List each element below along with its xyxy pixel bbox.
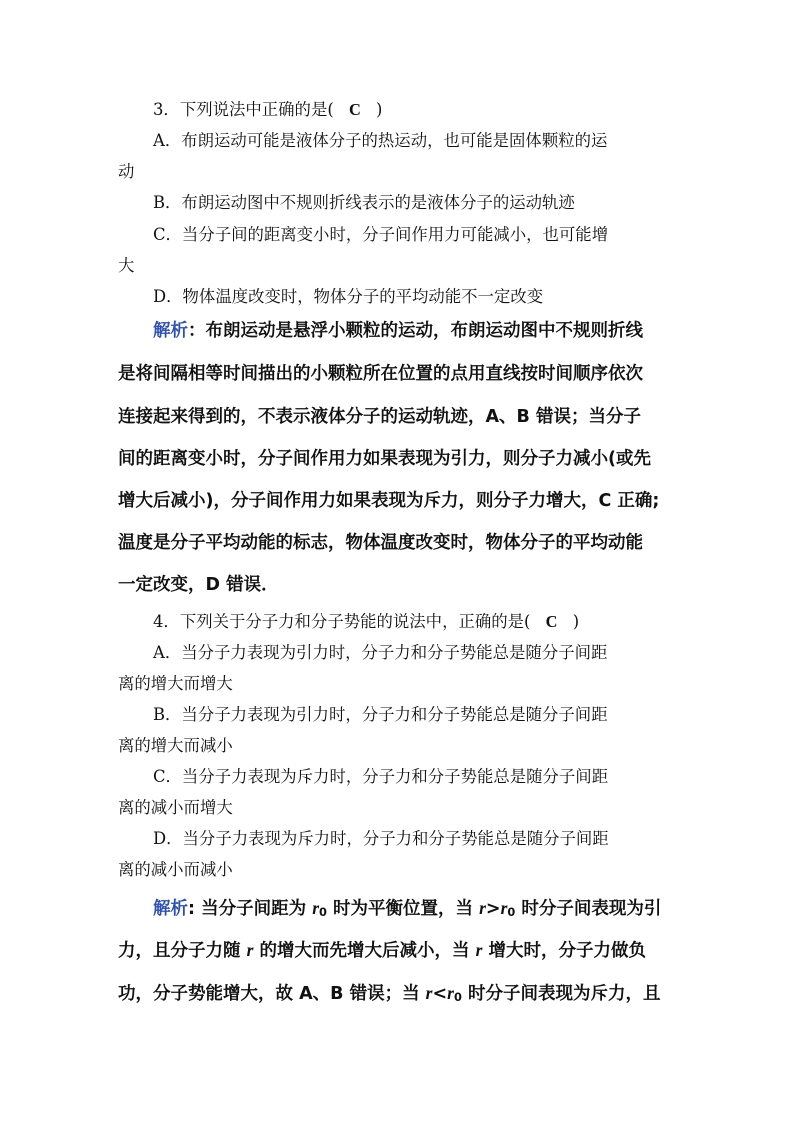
q3-option-a-line1: A．布朗运动可能是液体分子的热运动，也可能是固体颗粒的运	[153, 131, 608, 150]
q3-analysis-line1	[153, 321, 643, 341]
q4-analysis-text-2a: 力，且分子力随	[118, 941, 241, 961]
r-symbol: r	[246, 940, 254, 960]
less-than: <	[432, 984, 448, 1004]
q3-analysis-text-1: ：布朗运动是悬浮小颗粒的运动，布朗运动图中不规则折线	[188, 321, 643, 341]
q3-answer: C	[348, 100, 361, 119]
q3-analysis-line6: 温度是分子平均动能的标志，物体温度改变时，物体分子的平均动能	[118, 533, 643, 553]
q4-option-a-line2: 离的增大而增大	[118, 674, 233, 693]
q3-analysis-line4: 间的距离变小时，分子间作用力如果表现为引力，则分子力减小(或先	[118, 449, 651, 469]
q4-analysis-line1	[153, 898, 661, 922]
q4-option-b-line2: 离的增大而减小	[118, 736, 233, 755]
r-symbol: r	[447, 983, 454, 1003]
q3-analysis-line7: 一定改变，D 错误．	[118, 575, 279, 595]
q4-analysis-text-3a: 功，分子势能增大，故 A、B 错误；当	[118, 984, 420, 1004]
subscript-zero: 0	[319, 905, 327, 919]
q3-stem	[153, 100, 382, 120]
q4-analysis-line2	[118, 940, 646, 961]
q4-option-b-line1: B．当分子力表现为引力时，分子力和分子势能总是随分子间距	[153, 705, 608, 724]
q4-analysis-text-1b: 时为平衡位置，当	[326, 899, 473, 919]
q4-analysis-text-2c: 增大时，分子力做负	[482, 941, 646, 961]
q4-option-d-line2: 离的减小而减小	[118, 860, 233, 879]
q3-analysis-line2: 是将间隔相等时间描出的小颗粒所在位置的点用直线按时间顺序依次	[118, 364, 643, 384]
q4-option-d-line1: D．当分子力表现为斥力时，分子力和分子势能总是随分子间距	[153, 829, 609, 848]
q4-answer: C	[545, 612, 558, 631]
q3-option-d: D．物体温度改变时，物体分子的平均动能不一定改变	[153, 287, 544, 306]
q4-analysis-text-1a: : 当分子间距为	[188, 899, 307, 919]
q3-stem-close: )	[376, 100, 383, 119]
q3-analysis-line5: 增大后减小)，分子间作用力如果表现为斥力，则分子力增大，C 正确;	[118, 491, 660, 511]
q3-option-c-line2: 大	[118, 256, 135, 275]
q4-option-a-line1: A．当分子力表现为引力时，分子力和分子势能总是随分子间距	[153, 643, 608, 662]
q4-option-c-line1: C．当分子力表现为斥力时，分子力和分子势能总是随分子间距	[153, 767, 609, 786]
q3-option-b: B．布朗运动图中不规则折线表示的是液体分子的运动轨迹	[153, 193, 575, 212]
q3-analysis-line3: 连接起来得到的，不表示液体分子的运动轨迹，A、B 错误；当分子	[118, 407, 641, 427]
q4-analysis-text-3b: 时分子间表现为斥力，且	[461, 984, 661, 1004]
q4-stem-close: )	[572, 612, 580, 631]
q3-stem-text: 3．下列说法中正确的是(	[153, 100, 334, 119]
q4-stem-text: 4．下列关于分子力和分子势能的说法中，正确的是(	[153, 612, 531, 631]
q4-analysis-text-2b: 的增大而先增大后减小，当	[253, 941, 470, 961]
greater-than: >	[485, 899, 501, 919]
q3-analysis-label: 解析	[153, 321, 188, 341]
subscript-zero: 0	[453, 990, 462, 1004]
q4-stem	[153, 612, 579, 632]
q4-option-c-line2: 离的减小而增大	[118, 798, 233, 817]
q4-analysis-line3	[118, 983, 660, 1007]
r-symbol: r	[475, 940, 483, 960]
q4-analysis-text-1c: 时分子间表现为引	[515, 899, 662, 919]
r-symbol: r	[479, 898, 486, 918]
q3-option-a-line2: 动	[118, 162, 135, 181]
subscript-zero: 0	[507, 905, 516, 919]
r-symbol: r	[425, 983, 433, 1003]
q4-analysis-label: 解析	[153, 899, 188, 919]
q3-option-c-line1: C．当分子间的距离变小时，分子间作用力可能减小，也可能增	[153, 225, 609, 244]
r-symbol: r	[312, 898, 319, 918]
r-symbol: r	[500, 898, 508, 918]
